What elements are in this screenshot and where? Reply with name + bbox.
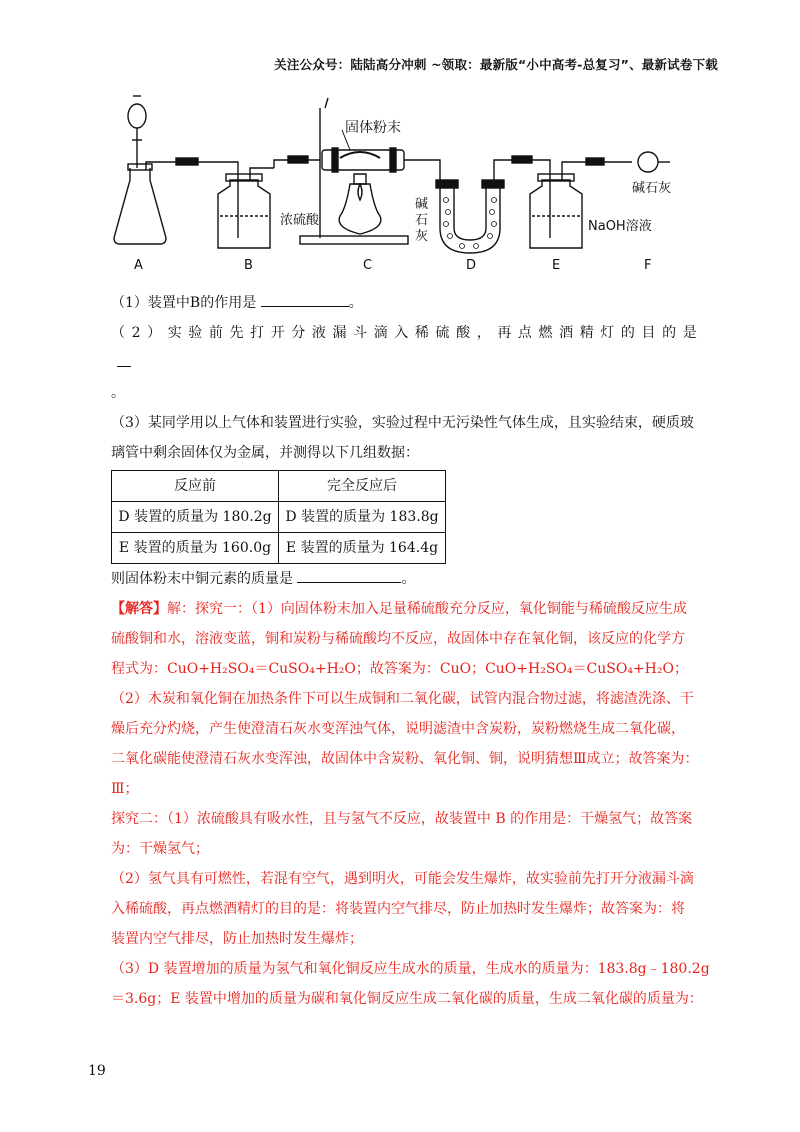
label-conc-acid: 浓硫酸 [280, 213, 320, 228]
question-1-end: 。 [348, 295, 363, 311]
question-2-text: （2）实验前先打开分液漏斗滴入稀硫酸，再点燃酒精灯的目的是 [111, 325, 704, 341]
label-a: A [134, 258, 143, 273]
table-cell: D 装置的质量为 183.8g [279, 502, 446, 533]
apparatus-figure [110, 88, 710, 273]
table-cell: D 装置的质量为 180.2g [112, 502, 279, 533]
apparatus-f-drying-tube [586, 152, 670, 172]
solution-block [111, 594, 711, 1014]
main-content [111, 288, 711, 1014]
solution-line-7: Ⅲ； [111, 781, 139, 797]
label-solid-powder: 固体粉末 [345, 120, 401, 136]
table-header: 反应前 [112, 471, 279, 502]
label-soda-lime-d-2: 石 [415, 213, 429, 228]
apparatus-a-flask [114, 96, 166, 244]
solution-line-9: 为：干燥氢气； [111, 841, 209, 857]
question-2 [111, 318, 711, 378]
data-table [111, 470, 446, 564]
question-3-end: 。 [401, 571, 416, 587]
label-c: C [363, 258, 373, 273]
label-soda-lime-f: 碱石灰 [632, 181, 672, 196]
question-2-end: 。 [111, 385, 125, 401]
solution-line-3: 程式为：CuO+H₂SO₄＝CuSO₄+H₂O；故答案为：CuO；CuO+H₂SO₄＝CuSO₄+H₂O； [111, 661, 688, 677]
answer-blank [261, 288, 349, 307]
solution-line-2: 硫酸铜和水，溶液变蓝，铜和炭粉与稀硫酸均不反应，故固体中存在氧化铜，该反应的化学方 [111, 631, 685, 647]
question-3-after-table: 则固体粉末中铜元素的质量是 [111, 571, 293, 587]
label-soda-lime-d-1: 碱 [415, 197, 429, 212]
label-naoh: NaOH溶液 [588, 219, 652, 234]
table-row [112, 502, 446, 533]
solution-line-6: 二氧化碳能使澄清石灰水变浑浊，故固体中含炭粉、氧化铜、铜，说明猜想Ⅲ成立；故答案为： [111, 751, 699, 767]
question-3-answer-line [111, 564, 711, 594]
label-e: E [552, 258, 561, 273]
solution-tag: 【解答】 [111, 601, 167, 617]
table-row [112, 533, 446, 564]
table-cell: E 装置的质量为 164.4g [279, 533, 446, 564]
solution-line-14: ＝3.6g；E 装置中增加的质量为碳和氧化铜反应生成二氧化碳的质量，生成二氧化碳的质量为： [111, 991, 703, 1007]
apparatus-diagram [110, 88, 710, 273]
table-cell: E 装置的质量为 160.0g [112, 533, 279, 564]
table-header-row [112, 471, 446, 502]
solution-line-5: 燥后充分灼烧，产生使澄清石灰水变浑浊气体，说明滤渣中含炭粉，炭粉燃烧生成二氧化碳， [111, 721, 685, 737]
question-1 [111, 288, 711, 318]
solution-line-11: 入稀硫酸，再点燃酒精灯的目的是：将装置内空气排尽，防止加热时发生爆炸；故答案为：将 [111, 901, 685, 917]
page-number: 19 [88, 1063, 106, 1079]
solution-line-12: 装置内空气排尽，防止加热时发生爆炸； [111, 931, 363, 947]
apparatus-b-bottle [218, 168, 274, 248]
label-d: D [466, 258, 477, 273]
solution-line-4: （2）木炭和氧化铜在加热条件下可以生成铜和二氧化碳，试管内混合物过滤，将滤渣洗涤、干 [111, 691, 694, 707]
table-header: 完全反应后 [279, 471, 446, 502]
solution-line-1 [111, 594, 711, 624]
answer-blank [297, 564, 401, 583]
solution-line-8: 探究二：（1）浓硫酸具有吸水性，且与氢气不反应，故装置中 B 的作用是：干燥氢气；故答案 [111, 811, 693, 827]
solution-text: 解：探究一：（1）向固体粉末加入足量稀硫酸充分反应，氧化铜能与稀硫酸反应生成 [167, 601, 687, 617]
question-3-line-2: 璃管中剩余固体仅为金属，并测得以下几组数据： [111, 445, 419, 461]
label-soda-lime-d-3: 灰 [415, 229, 429, 244]
solution-line-10: （2）氢气具有可燃性，若混有空气，遇到明火，可能会发生爆炸，故实验前先打开分液漏斗滴 [111, 871, 694, 887]
solution-line-13: （3）D 装置增加的质量为氢气和氧化铜反应生成水的质量，生成水的质量为：183.8g﹣180.2g [111, 961, 710, 977]
apparatus-e-bottle [530, 162, 610, 248]
question-1-text: （1）装置中B的作用是 [111, 295, 257, 311]
apparatus-d-u-tube [436, 180, 504, 253]
question-3-line-1: （3）某同学用以上气体和装置进行实验，实验过程中无污染性气体生成，且实验结束，硬质玻 [111, 415, 694, 431]
page-header: 关注公众号：陆陆高分冲刺 ~领取：最新版“小中高考-总复习”、最新试卷下载 [274, 57, 718, 72]
label-b: B [244, 258, 253, 273]
label-f: F [644, 258, 652, 273]
answer-blank [117, 348, 131, 367]
